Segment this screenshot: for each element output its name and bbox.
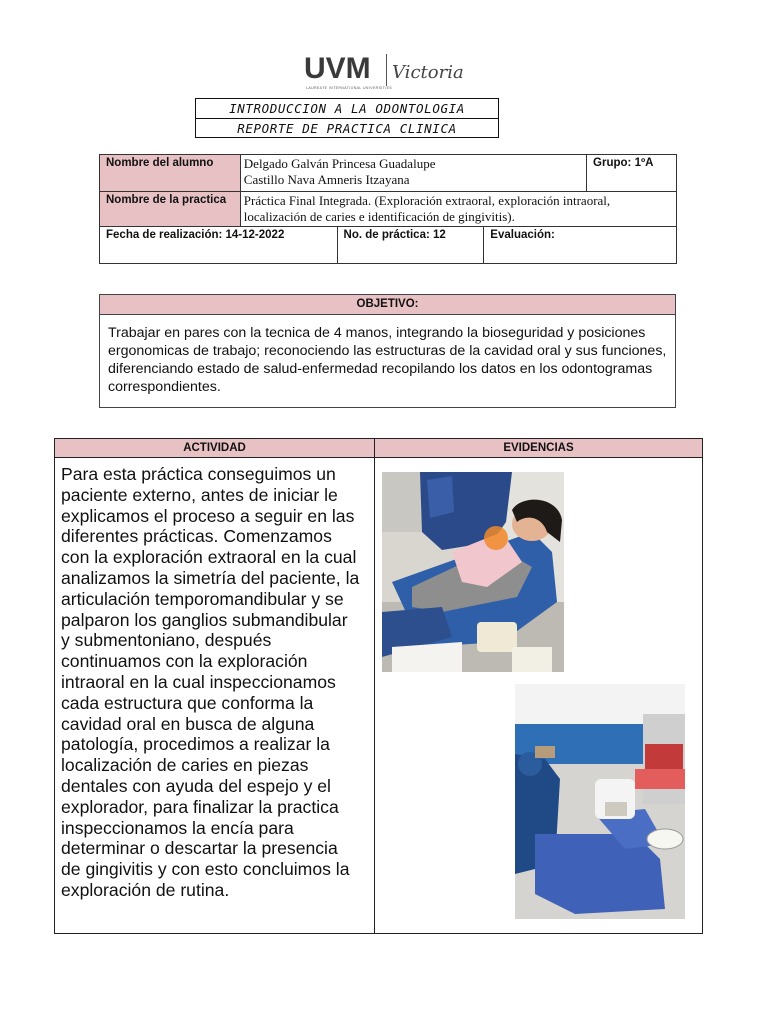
student-info-table — [99, 154, 677, 264]
logo-divider — [386, 54, 387, 86]
practice-number: No. de práctica: 12 — [337, 227, 484, 264]
student-name-2: Castillo Nava Amneris Itzayana — [243, 172, 410, 187]
evidence-photo-patient-exam — [382, 472, 564, 672]
evaluation-field: Evaluación: — [484, 227, 677, 264]
practice-name-value: Práctica Final Integrada. (Exploración extraoral, exploración intraoral, localización de caries e identificación de gingivitis). — [240, 192, 676, 227]
objective-box — [99, 294, 676, 408]
uvm-logo — [304, 48, 464, 94]
logo-campus: Victoria — [392, 62, 464, 83]
activity-description: Para esta práctica conseguimos un paciente externo, antes de iniciar le explicamos el proceso a seguir en las diferentes prácticas. Comenzamos con la exploración extraoral en la cual analizamos la simetría del paciente, la articulación temporomandibular y se palparon los ganglios submandibular y submentoniano, después continuamos con la exploración intraoral en la cual inspeccionamos cada estructura que conforma la cavidad oral en busca de alguna patología, procedimos a realizar la localización de caries en piezas dentales con ayuda del espejo y el explorador, para finalizar la practica inspeccionamos la encía para determinar o descartar la presencia de gingivitis y con esto concluimos la exploración de rutina. — [61, 464, 360, 900]
activity-column-header: ACTIVIDAD — [183, 442, 246, 454]
student-name-label: Nombre del alumno — [100, 155, 241, 192]
objective-heading: OBJETIVO: — [100, 295, 675, 315]
activity-table-header — [55, 439, 702, 458]
logo-brand: UVM — [304, 52, 371, 85]
course-title: INTRODUCCION A LA ODONTOLOGIA — [229, 101, 465, 116]
report-title-box — [195, 98, 499, 138]
practice-date: Fecha de realización: 14-12-2022 — [100, 227, 338, 264]
student-names — [240, 155, 586, 192]
group-value: Grupo: 1ºA — [587, 155, 677, 192]
objective-text: Trabajar en pares con la tecnica de 4 manos, integrando la bioseguridad y posiciones ergonomicas de trabajo; reconociendo las estructuras de la cavidad oral y sus funciones, diferenciando estado de salud-enfermedad recopilando los datos en los odontogramas correspondientes. — [108, 325, 667, 395]
practice-name-label: Nombre de la practica — [100, 192, 241, 227]
evidence-photo-dental-unit — [515, 684, 685, 919]
report-title: REPORTE DE PRACTICA CLINICA — [196, 118, 498, 137]
column-divider — [374, 439, 375, 933]
logo-tagline: LAUREATE INTERNATIONAL UNIVERSITIES — [306, 86, 393, 90]
evidence-column-header: EVIDENCIAS — [503, 442, 574, 454]
activity-table — [54, 438, 703, 934]
student-name-1: Delgado Galván Princesa Guadalupe — [243, 156, 436, 171]
